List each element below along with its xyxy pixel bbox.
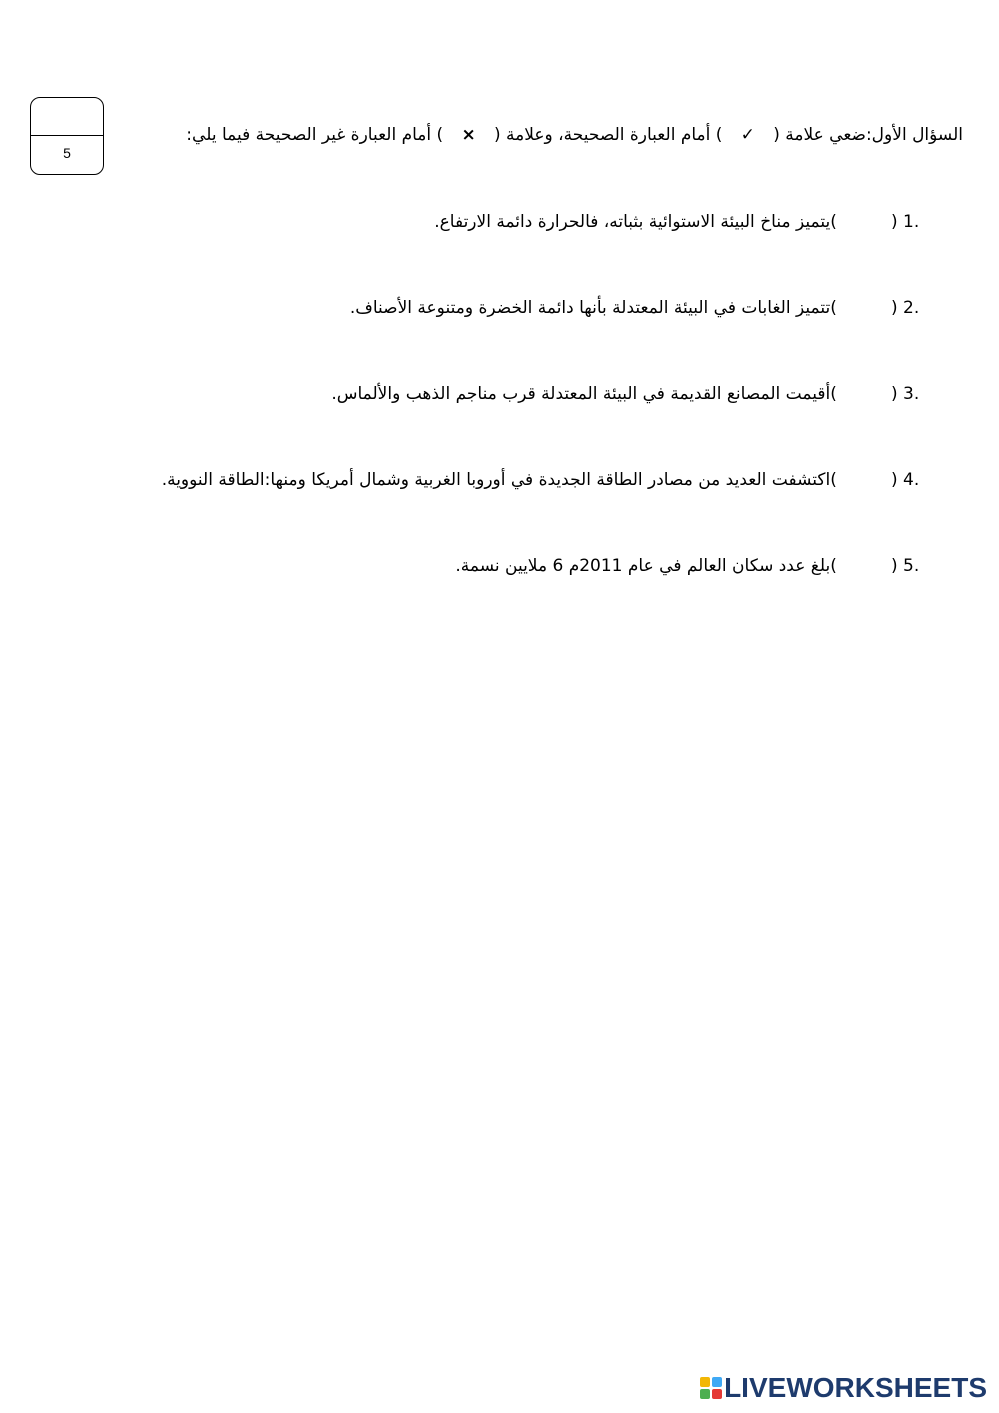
logo-square-3	[700, 1389, 710, 1399]
answer-blank[interactable]: ( )	[830, 212, 898, 232]
statement-text: أقيمت المصانع القديمة في البيئة المعتدلة قرب مناجم الذهب والألماس.	[331, 384, 831, 404]
list-item	[162, 295, 933, 381]
instruction-part-2: ) أمام العبارة الصحيحة، وعلامة (	[494, 125, 723, 145]
check-mark-icon: ✓	[740, 125, 755, 145]
logo-square-4	[712, 1389, 722, 1399]
item-number: 4.	[903, 470, 920, 490]
item-number: 2.	[903, 298, 920, 318]
answer-blank[interactable]: ( )	[830, 298, 898, 318]
list-item	[162, 209, 933, 295]
question-instruction	[186, 123, 963, 147]
score-box-divider	[31, 135, 103, 136]
logo-text: LIVEWORKSHEETS	[724, 1372, 987, 1403]
answer-blank[interactable]: ( )	[830, 556, 898, 576]
instruction-part-3: ) أمام العبارة غير الصحيحة فيما يلي:	[186, 125, 444, 145]
item-number: 1.	[903, 212, 920, 232]
logo-square-2	[712, 1377, 722, 1387]
statement-text: تتميز الغابات في البيئة المعتدلة بأنها دائمة الخضرة ومتنوعة الأصناف.	[349, 298, 831, 318]
list-item	[162, 467, 933, 553]
statement-text: اكتشفت العديد من مصادر الطاقة الجديدة في أوروبا الغربية وشمال أمريكا ومنها:الطاقة النووية.	[161, 470, 831, 490]
statement-list	[162, 209, 933, 639]
logo-icon	[700, 1377, 722, 1399]
score-box	[30, 97, 104, 175]
score-value: 5	[63, 145, 71, 161]
list-item	[162, 381, 933, 467]
item-number: 3.	[903, 384, 920, 404]
logo-square-1	[700, 1377, 710, 1387]
item-number: 5.	[903, 556, 920, 576]
statement-text: بلغ عدد سكان العالم في عام 2011م 6 ملايين نسمة.	[455, 556, 831, 576]
answer-blank[interactable]: ( )	[830, 470, 898, 490]
answer-blank[interactable]: ( )	[830, 384, 898, 404]
statement-text: يتميز مناخ البيئة الاستوائية بثباته، فالحرارة دائمة الارتفاع.	[434, 212, 831, 232]
instruction-part-1: السؤال الأول:ضعي علامة (	[773, 125, 963, 145]
list-item	[162, 553, 933, 639]
cross-mark-icon: ×	[461, 125, 476, 145]
liveworksheets-logo	[700, 1372, 987, 1404]
